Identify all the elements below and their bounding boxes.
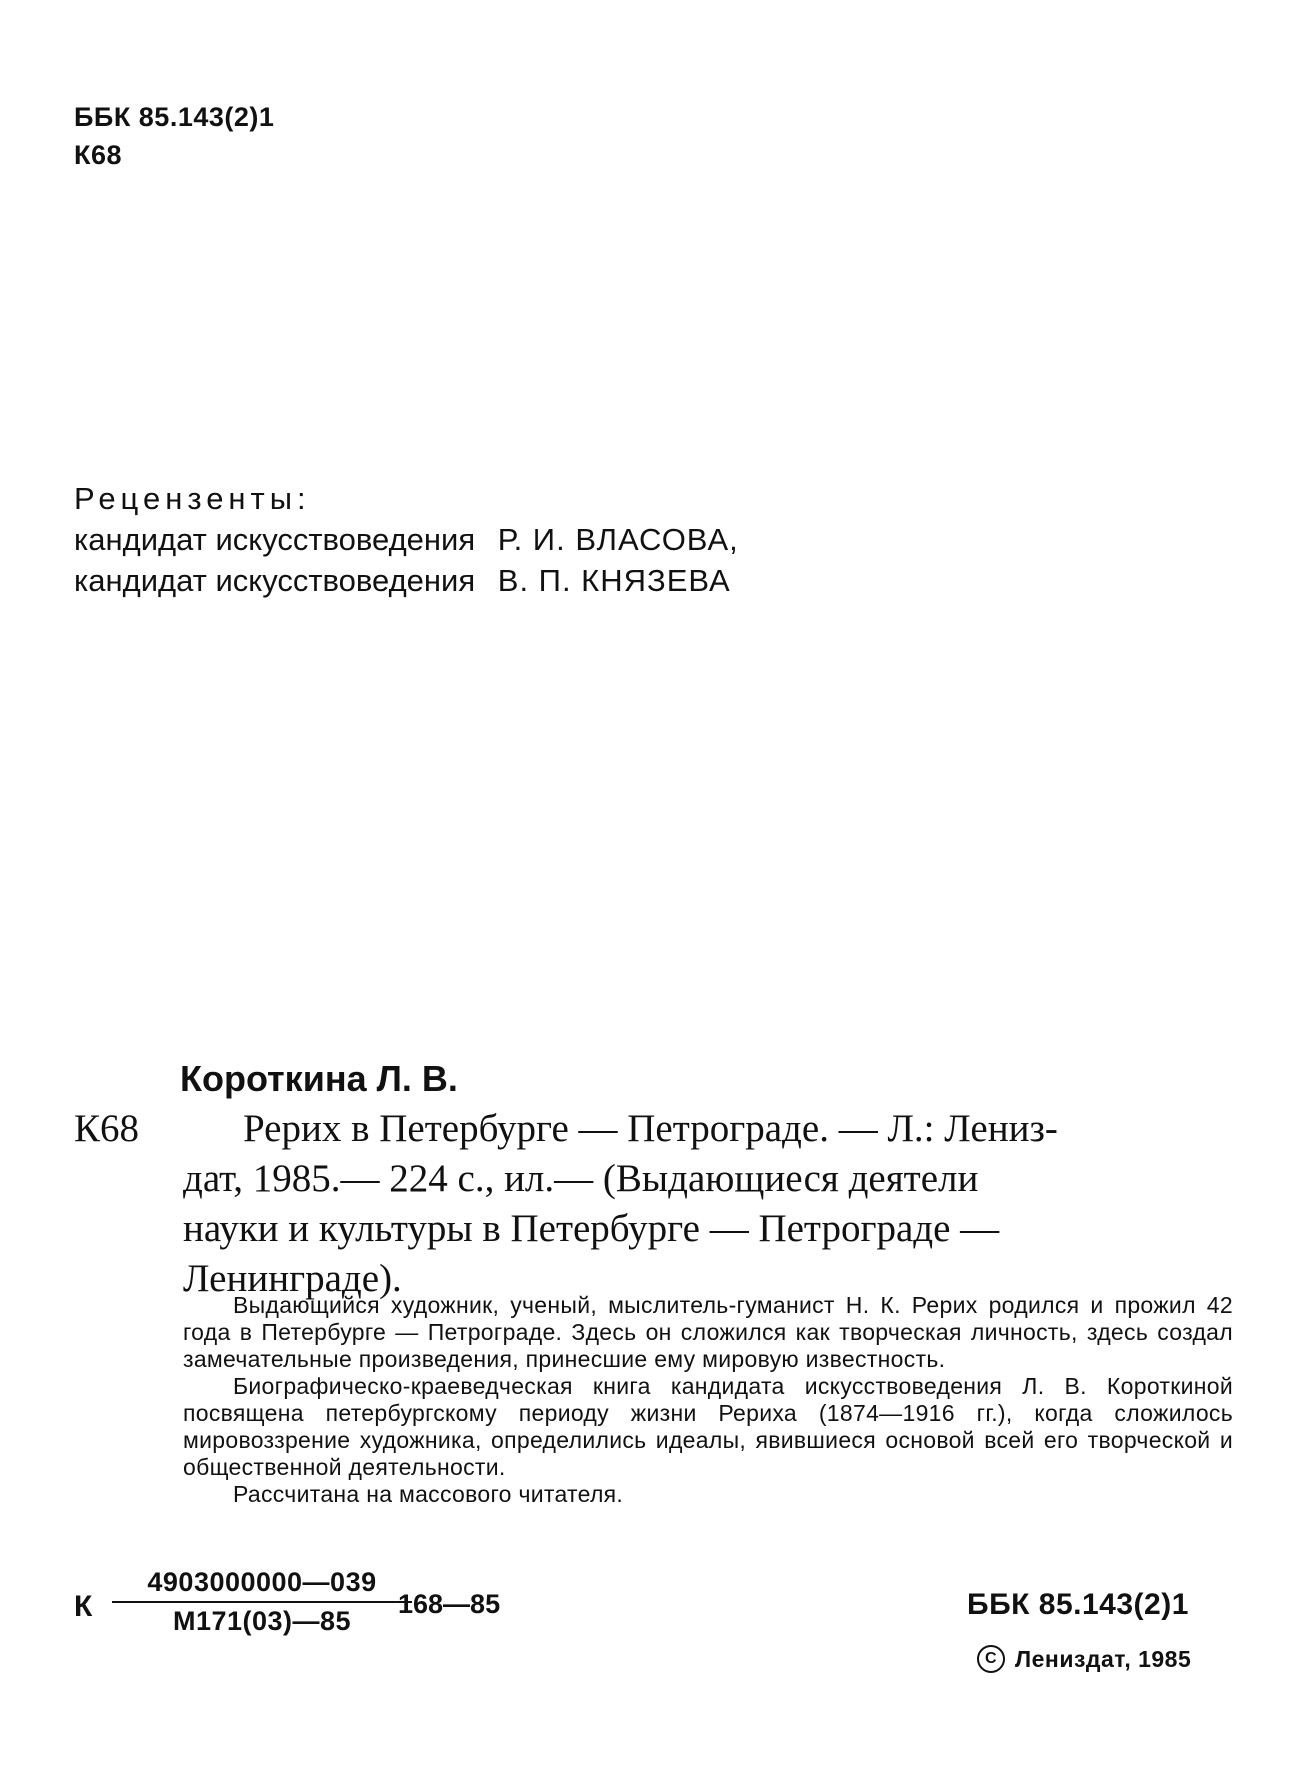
bibliography-line-1: Рерих в Петербурге — Петрограде. — Л.: Лениз-	[243, 1107, 1058, 1150]
card-code: К68	[74, 1107, 140, 1150]
reviewer-2	[74, 560, 739, 601]
card-author: Короткина Л. В.	[180, 1058, 458, 1099]
imprint-letter: К	[74, 1590, 93, 1623]
imprint-numerator: 4903000000—039	[112, 1567, 412, 1603]
author-mark-top: К68	[74, 140, 123, 170]
imprint-fraction	[112, 1567, 412, 1637]
bbk-code-top: ББК 85.143(2)1	[74, 102, 275, 132]
reviewer-1-name: Р. И. ВЛАСОВА,	[497, 522, 739, 557]
imprint-suffix: 168—85	[398, 1589, 501, 1619]
reviewers-heading: Рецензенты:	[74, 481, 311, 516]
imprint-denominator: М171(03)—85	[172, 1606, 352, 1636]
bbk-code-bottom: ББК 85.143(2)1	[967, 1588, 1189, 1621]
annotation-paragraph-3: Рассчитана на массового читателя.	[233, 1481, 624, 1507]
reviewer-2-name: В. П. КНЯЗЕВА	[497, 563, 731, 598]
bibliography-line-2: дат, 1985.— 224 с., ил.— (Выдающиеся деятели	[183, 1157, 979, 1200]
copyright-line	[977, 1646, 1191, 1675]
reviewer-1	[74, 519, 739, 560]
bibliography-line-4: Ленинграде).	[183, 1257, 402, 1300]
bibliography-line-3: науки и культуры в Петербурге — Петрограде —	[183, 1207, 1000, 1250]
reviewers-block	[74, 478, 739, 601]
reviewer-2-title: кандидат искусствоведения	[74, 563, 476, 598]
copyright-text: Лениздат, 1985	[1015, 1646, 1192, 1672]
copyright-icon: C	[977, 1645, 1005, 1673]
annotation-paragraph-1: Выдающийся художник, ученый, мыслитель-гуманист Н. К. Рерих родился и прожил 42 года в Петербурге — Петрограде. Здесь он сложился как творческая личность, здесь создал замечательные произведения, принесшие ему мировую известность.	[183, 1292, 1233, 1372]
card-bibliography	[183, 1104, 1233, 1304]
annotation-paragraph-2: Биографическо-краеведческая книга кандидата искусствоведения Л. В. Короткиной посвящена петербургскому периоду жизни Рериха (1874—1916 гг.), когда сложилось мировоззрение художника, определились идеалы, явившиеся основой всей его творческой и общественной деятельности.	[183, 1373, 1233, 1480]
reviewer-1-title: кандидат искусствоведения	[74, 522, 476, 557]
card-annotation	[183, 1292, 1233, 1508]
